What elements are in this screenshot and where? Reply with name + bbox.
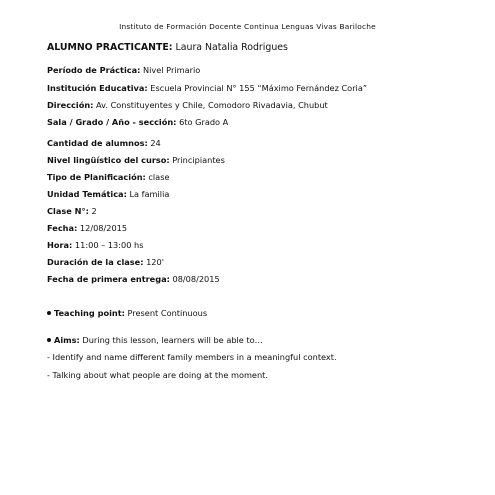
bullet-icon xyxy=(47,311,51,315)
field-label: Fecha: xyxy=(47,223,78,233)
field-label: Hora: xyxy=(47,240,73,250)
aims-value: During this lesson, learners will be able to… xyxy=(79,335,263,345)
field-value: 08/08/2015 xyxy=(169,274,220,284)
field-value: Principiantes xyxy=(169,155,225,165)
aim-item: - Identify and name different family members in a meaningful context. xyxy=(47,352,337,362)
field-value: La familia xyxy=(126,189,170,199)
teaching-point-label: Teaching point: xyxy=(54,308,125,318)
field-fecha xyxy=(47,223,127,233)
aim-item: - Talking about what people are doing at the moment. xyxy=(47,370,268,380)
field-direccion xyxy=(47,100,328,110)
field-label: Unidad Temática: xyxy=(47,189,127,199)
field-label: Duración de la clase: xyxy=(47,257,144,267)
field-label: Dirección: xyxy=(47,100,94,110)
field-hora xyxy=(47,240,143,250)
field-value: 12/08/2015 xyxy=(77,223,128,233)
field-clase xyxy=(47,206,97,216)
field-label: Período de Práctica: xyxy=(47,65,141,75)
field-nivel xyxy=(47,155,225,165)
field-label: Clase N°: xyxy=(47,206,89,216)
field-periodo xyxy=(47,65,200,75)
field-value: 24 xyxy=(147,138,161,148)
student-line xyxy=(47,42,288,53)
teaching-point xyxy=(47,308,207,318)
aims xyxy=(47,335,263,345)
bullet-icon xyxy=(47,338,51,342)
field-value: Escuela Provincial N° 155 “Máximo Fernández Coria” xyxy=(147,83,368,93)
field-label: Sala / Grado / Año - sección: xyxy=(47,117,177,127)
field-label: Cantidad de alumnos: xyxy=(47,138,148,148)
field-value: 6to Grado A xyxy=(176,117,229,127)
aims-label: Aims: xyxy=(54,335,80,345)
field-value: clase xyxy=(145,172,170,182)
field-institucion xyxy=(47,83,367,93)
field-value: 120' xyxy=(143,257,164,267)
field-duracion xyxy=(47,257,164,267)
field-label: Institución Educativa: xyxy=(47,83,148,93)
field-value: Av. Constituyentes y Chile, Comodoro Rivadavia, Chubut xyxy=(93,100,328,110)
field-label: Nivel lingüístico del curso: xyxy=(47,155,170,165)
field-value: Nivel Primario xyxy=(140,65,201,75)
student-label: ALUMNO PRACTICANTE: xyxy=(47,42,173,53)
field-tipo xyxy=(47,172,170,182)
field-sala xyxy=(47,117,228,127)
field-value: 11:00 – 13:00 hs xyxy=(72,240,144,250)
field-unidad xyxy=(47,189,169,199)
teaching-point-value: Present Continuous xyxy=(124,308,208,318)
field-fecha-entrega xyxy=(47,274,220,284)
institution-header: Instituto de Formación Docente Continua Lenguas Vivas Bariloche xyxy=(119,22,376,31)
field-label: Fecha de primera entrega: xyxy=(47,274,170,284)
student-name: Laura Natalia Rodrigues xyxy=(172,42,288,53)
field-cantidad xyxy=(47,138,161,148)
field-label: Tipo de Planificación: xyxy=(47,172,146,182)
field-value: 2 xyxy=(88,206,97,216)
